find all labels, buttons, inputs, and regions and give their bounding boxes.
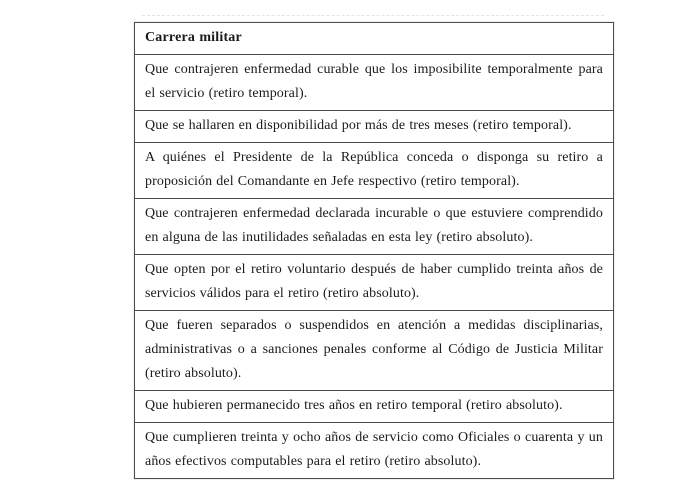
table-row <box>135 55 613 111</box>
table-row-text: A quiénes el Presidente de la República conceda o disponga su retiro a proposición del Comandante en Jefe respectivo (retiro temporal). <box>145 150 603 189</box>
table-row-text: Que contrajeren enfermedad declarada incurable o que estuviere comprendido en alguna de las inutilidades señaladas en esta ley (retiro absoluto). <box>145 206 603 245</box>
carrera-militar-table <box>134 22 614 479</box>
table-row <box>135 143 613 199</box>
table-row <box>135 111 613 143</box>
table-header-label: Carrera militar <box>145 30 242 45</box>
table-row-text: Que opten por el retiro voluntario después de haber cumplido treinta años de servicios válidos para el retiro (retiro absoluto). <box>145 262 603 301</box>
table-row <box>135 423 613 478</box>
table-row-text: Que contrajeren enfermedad curable que los imposibilite temporalmente para el servicio (retiro temporal). <box>145 62 603 101</box>
table-row-text: Que cumplieren treinta y ocho años de servicio como Oficiales o cuarenta y un años efectivos computables para el retiro (retiro absoluto). <box>145 430 603 469</box>
table-row <box>135 391 613 423</box>
table-row <box>135 255 613 311</box>
table-row <box>135 199 613 255</box>
table-row-text: Que hubieren permanecido tres años en retiro temporal (retiro absoluto). <box>145 398 563 413</box>
table-row-text: Que se hallaren en disponibilidad por más de tres meses (retiro temporal). <box>145 118 572 133</box>
table-row-text: Que fueren separados o suspendidos en atención a medidas disciplinarias, administrativas o a sanciones penales conforme al Código de Justicia Militar (retiro absoluto). <box>145 318 603 381</box>
scan-artifact-line <box>142 15 604 16</box>
table-row <box>135 311 613 391</box>
table-header-row <box>135 23 613 55</box>
